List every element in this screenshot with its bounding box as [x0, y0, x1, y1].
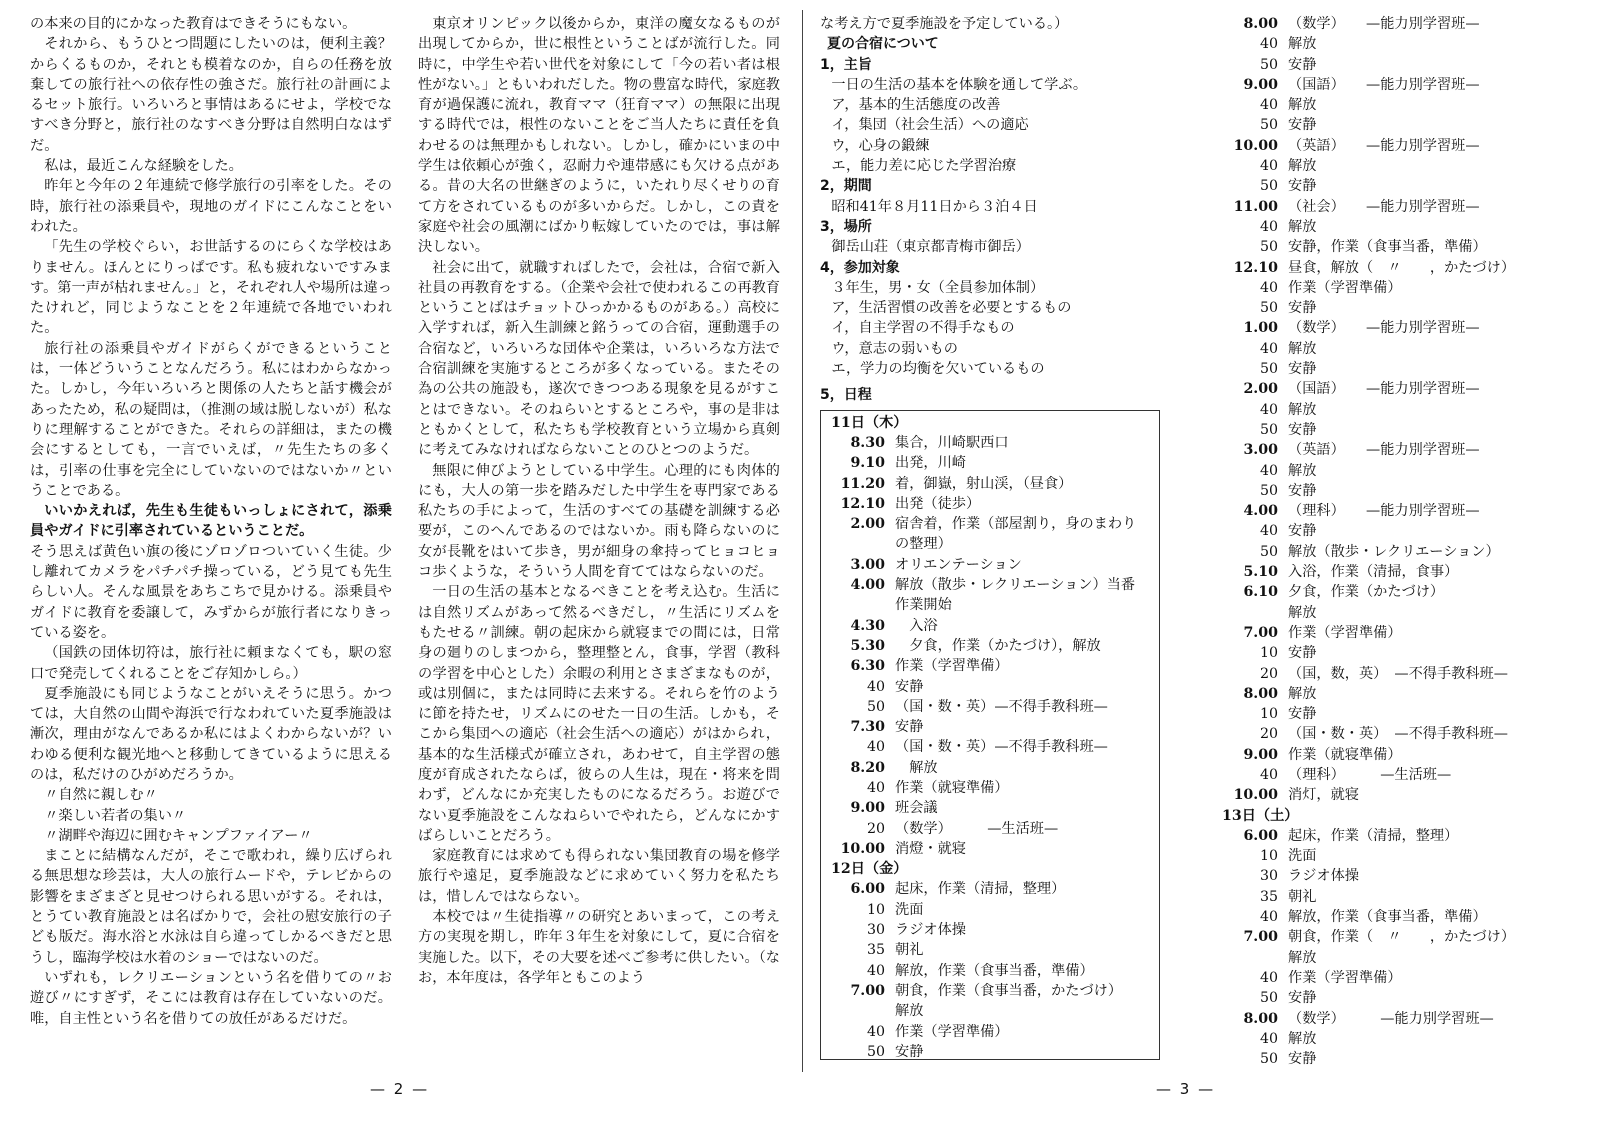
paragraph: （国鉄の団体切符は，旅行社に頼まなくても，駅の窓口で発売してくれることをご存知かしら。）: [30, 645, 392, 682]
schedule-time: 10: [866, 901, 885, 918]
paragraph: そう思えば黄色い旗の後にゾロゾロついていく生徒。少し離れてカメラをパチパチ操っている，どう見ても先生らしい人。そんな風景をあちこちで見かける。添乗員やガイドに教育を委譲して，みずからが旅行者になりきっている姿を。: [30, 543, 392, 641]
schedule-time: 7.00: [850, 982, 885, 999]
schedule-time: 40: [1259, 97, 1278, 114]
schedule-time: 8.30: [850, 434, 885, 451]
paragraph: 私は，最近こんな経験をした。: [44, 158, 243, 175]
schedule-row: [831, 717, 1159, 737]
schedule-time: 35: [866, 942, 885, 959]
schedule-row: [1222, 623, 1582, 643]
schedule-row: [831, 961, 1159, 981]
schedule-time: 3.00: [850, 556, 885, 573]
schedule-time: 10: [1259, 848, 1278, 865]
schedule-activity: の整理）: [895, 536, 952, 553]
schedule-row: [831, 737, 1159, 757]
schedule-row: [1222, 521, 1582, 541]
schedule-time: 40: [866, 962, 885, 979]
schedule-row: [831, 514, 1159, 534]
schedule-time: 50: [1259, 990, 1278, 1007]
schedule-activity: 安静: [1288, 482, 1317, 499]
schedule-activity: 作業（学習準備）: [1288, 624, 1402, 641]
schedule-activity: 解放: [1288, 36, 1317, 53]
schedule-activity: 作業（就寝準備）: [895, 779, 1009, 796]
schedule-time: 5.30: [850, 637, 885, 654]
paragraph: それから、もうひとつ問題にしたいのは，便利主義？からくるものか，それとも模着なのか，自らの任務を放棄しての旅行社への依存性の強さだ。旅行社の計画によるセット旅行。いろいろと事情はあるにせよ，学校でなすべき分野と，旅行社のなすべき分野は自然明白なはずだ。: [30, 36, 392, 154]
schedule-time: 7.00: [1243, 929, 1278, 946]
schedule-row: [1222, 258, 1582, 278]
schedule-row: [831, 656, 1159, 676]
schedule-row: [1222, 298, 1582, 318]
paragraph: いずれも，レクリエーションという名を借りての〃お遊び〃にすぎず，そこには教育は存在していないのだ。唯，自主性という名を借りての放任があるだけだ。: [30, 969, 392, 1027]
schedule-activity: 作業（学習準備）: [1288, 969, 1402, 986]
schedule-row: [1222, 948, 1582, 968]
schedule-activity: 作業開始: [895, 597, 952, 614]
schedule-row: [1222, 95, 1582, 115]
schedule-time: 35: [1259, 888, 1278, 905]
section-1-body: [820, 75, 1180, 176]
schedule-day-heading: [1222, 806, 1582, 826]
schedule-activity: 安静: [1288, 645, 1317, 662]
schedule-time: 2.00: [850, 516, 885, 533]
schedule-day: 13日（土）: [1222, 807, 1299, 824]
schedule-activity: 解放: [1288, 97, 1317, 114]
schedule-row: [831, 433, 1159, 453]
schedule-time: 40: [866, 739, 885, 756]
schedule-time: 50: [1259, 1051, 1278, 1068]
schedule-row: [1222, 562, 1582, 582]
schedule-time: 40: [1259, 523, 1278, 540]
schedule-time: 10.00: [1233, 137, 1278, 154]
schedule-activity: 作業（学習準備）: [895, 1023, 1009, 1040]
schedule-row: [1222, 318, 1582, 338]
schedule-time: 6.00: [850, 881, 885, 898]
paragraph: 社会に出て，就職すればしたで，会社は，合宿で新入社員の再教育をする。（企業や会社で使われるこの再教育ということばはチョットひっかかるものがある。）高校に入学すれば，新入生訓練と銘うっての合宿，運動選手の合宿など，いろいろな団体や企業は，いろいろな方法で合宿訓練を実施するところが多くなっている。またその為の公共の施設も，遂次できつつある現象を見るがすことはできない。そのねらいとするところや，事の是非はともかくとして，私たちも学校教育という立場から真剣に考えてみなければならないことのひとつのようだ。: [418, 259, 780, 459]
section-1-heading: 1，主旨: [820, 56, 872, 73]
list-item: 一日の生活の基本を体験を通して学ぶ。: [831, 76, 1088, 93]
page-gutter: [802, 10, 803, 1072]
schedule-activity: 解放: [1288, 949, 1317, 966]
schedule-activity: 安静: [1288, 300, 1317, 317]
schedule-row: [831, 920, 1159, 940]
schedule-activity: （数学） —能力別学習班—: [1288, 16, 1480, 32]
section-4-body: [820, 278, 1180, 379]
section-5-heading: 5，日程: [820, 387, 872, 404]
schedule-time: 8.00: [1243, 1010, 1278, 1027]
schedule-row: [1222, 1049, 1582, 1069]
schedule-row: [831, 1022, 1159, 1042]
schedule-row: [1222, 501, 1582, 521]
schedule-activity: 安静: [1288, 178, 1317, 195]
schedule-activity: 安静: [1288, 706, 1317, 723]
schedule-time: 40: [866, 1023, 885, 1040]
paragraph: 〃湖畔や海辺に囲むキャンプファイアー〃: [44, 827, 313, 844]
schedule-row: [1222, 237, 1582, 257]
schedule-time: 4.30: [850, 617, 885, 634]
schedule-time: 10: [1259, 706, 1278, 723]
schedule-row: [1222, 481, 1582, 501]
schedule-activity: 起床，作業（清掃，整理）: [1288, 827, 1459, 844]
schedule-activity: 朝礼: [895, 942, 924, 959]
schedule-row: [1222, 359, 1582, 379]
list-item: イ，自主学習の不得手なもの: [831, 320, 1015, 337]
schedule-time: 9.00: [1243, 76, 1278, 93]
schedule-time: 50: [1259, 421, 1278, 438]
schedule-activity: 安静: [1288, 990, 1317, 1007]
schedule-row: [831, 839, 1159, 859]
schedule-activity: 解放: [1288, 401, 1317, 418]
schedule-time: 10: [1259, 645, 1278, 662]
schedule-activity: 消燈・就寝: [895, 840, 966, 857]
schedule-time: 4.00: [850, 577, 885, 594]
schedule-activity: 安静: [895, 1043, 924, 1060]
schedule-activity: 解放，作業（食事当番，準備）: [1288, 909, 1487, 926]
schedule-time: 50: [1259, 117, 1278, 134]
schedule-row: [831, 677, 1159, 697]
list-item: ウ，心身の鍛練: [831, 137, 930, 154]
schedule-time: 20: [1259, 726, 1278, 743]
schedule-activity: 夕食，作業（かたづけ）: [1288, 584, 1445, 601]
schedule-row: [831, 555, 1159, 575]
schedule-activity: 安静: [1288, 56, 1317, 73]
section-3-heading: 3，場所: [820, 218, 872, 235]
schedule-time: 9.10: [850, 455, 885, 472]
schedule-row: [1222, 826, 1582, 846]
schedule-time: 10.00: [840, 840, 885, 857]
schedule-activity: 洗面: [895, 901, 924, 918]
schedule-activity: 安静: [1288, 361, 1317, 378]
schedule-activity: 入浴: [895, 617, 938, 634]
schedule-row: [831, 494, 1159, 514]
schedule-row: [1222, 420, 1582, 440]
intro-line: な考え方で夏季施設を予定している。）: [820, 16, 1069, 32]
schedule-activity: 解放，作業（食事当番，準備）: [895, 962, 1094, 979]
paragraph: 旅行社の添乗員やガイドがらくができるということは，一体どういうことなんだろう。私にはわからなかった。しかし，今年いろいろと関係の人たちと話す機会があったため，私の疑問は，（推測の域は脱しないが）私なりに理解することができた。それらの詳細は，またの機会にするとしても，一言でいえば，〃先生たちの多くは，引率の仕事を完全にしていないのではないか〃ということである。: [30, 340, 392, 499]
page3-column-right: [1222, 14, 1582, 1076]
list-item: イ，集団（社会生活）への適応: [831, 117, 1029, 134]
schedule-row: [1222, 664, 1582, 684]
schedule-activity: 解放: [1288, 604, 1317, 621]
schedule-row: [831, 1042, 1159, 1062]
schedule-activity: 安静: [895, 678, 924, 695]
schedule-activity: 解放: [1288, 462, 1317, 479]
schedule-time: 40: [1259, 279, 1278, 296]
schedule-time: 50: [1259, 543, 1278, 560]
schedule-time: 1.00: [1243, 320, 1278, 337]
schedule-activity: 安静，作業（食事当番，準備）: [1288, 239, 1487, 256]
section-2-heading: 2，期間: [820, 178, 872, 195]
paragraph: の本来の目的にかなった教育はできそうにもない。: [30, 16, 357, 32]
page-number-3: — 3 —: [1156, 1080, 1216, 1098]
paragraph: 一日の生活の基本となるべきことを考え込む。生活には自然リズムがあって然るべきだし，〃生活にリズムをもたせる〃訓練。朝の起床から就寝までの間には，日常身の廻りのしまつから，整理整とん，食事，学習（教科の学習を中心とした）余暇の利用とさまざまなものが，或は別個に，または同時に去来する。それらを竹のように節を持たせ，リズムにのせた一日の生活。しかも，そこから集団への適応（社会生活への適応）がはかられ，基本的な生活様式が確立され，あわせて，自主学習の態度が育成されたならば，彼らの人生は，現在・将来を問わず，どんなにか充実したものになるだろう。お遊びでない夏季施設をこんなねらいでやれたら，どんなにかすばらしいことだろう。: [418, 584, 780, 844]
schedule-time: 40: [1259, 969, 1278, 986]
schedule-time: 40: [1259, 909, 1278, 926]
schedule-row: [1222, 785, 1582, 805]
schedule-time: 12.10: [840, 495, 885, 512]
schedule-time: 50: [1259, 361, 1278, 378]
schedule-time: 40: [1259, 462, 1278, 479]
schedule-row: [1222, 724, 1582, 744]
schedule-time: 40: [1259, 401, 1278, 418]
schedule-activity: 昼食，解放（ 〃 ，かたづけ）: [1288, 259, 1516, 276]
schedule-activity: 解放: [895, 759, 938, 776]
schedule-time: [1222, 603, 1288, 623]
schedule-day-heading: [831, 859, 1159, 879]
schedule-activity: （国，数，英） —不得手教科班—: [1288, 665, 1508, 682]
schedule-row: [1222, 765, 1582, 785]
schedule-activity: （国語） —能力別学習班—: [1288, 76, 1480, 93]
schedule-time: 50: [1259, 56, 1278, 73]
schedule-activity: 消灯，就寝: [1288, 787, 1359, 804]
schedule-time: 7.00: [1243, 624, 1278, 641]
schedule-activity: ラジオ体操: [1288, 868, 1359, 885]
schedule-time: [1222, 948, 1288, 968]
schedule-activity: （数学） —生活班—: [895, 820, 1059, 837]
page3-column-left: [820, 14, 1180, 1076]
schedule-row: [831, 453, 1159, 473]
schedule-row: [831, 616, 1159, 636]
page-number-2: — 2 —: [370, 1080, 430, 1098]
schedule-row: [831, 636, 1159, 656]
schedule-activity: （理科） —能力別学習班—: [1288, 503, 1480, 520]
schedule-row: [1222, 136, 1582, 156]
schedule-row: [831, 778, 1159, 798]
schedule-row: [1222, 156, 1582, 176]
schedule-day: 11日（木）: [831, 414, 908, 431]
schedule-row: [1222, 887, 1582, 907]
schedule-activity: （数学） —能力別学習班—: [1288, 320, 1480, 337]
schedule-row: [831, 819, 1159, 839]
schedule-activity: 班会議: [895, 800, 938, 817]
schedule-row: [831, 940, 1159, 960]
schedule-time: 50: [866, 1043, 885, 1060]
schedule-activity: 洗面: [1288, 848, 1317, 865]
paragraph: まことに結構なんだが，そこで歌われ，繰り広げられる無思想な珍芸は，大人の旅行ムードや，テレビからの影響をまざまざと見せつけられる思いがする。それは，とうてい教育施設とは名ばかりで，会社の慰安旅行の子ども版だ。海水浴と水泳は自ら違ってしかるべきだと思うし，臨海学校は水着のショーではないのだ。: [30, 848, 392, 966]
schedule-activity: 安静: [895, 719, 924, 736]
schedule-activity: （国・数・英） —不得手教科班—: [1288, 726, 1508, 743]
schedule-activity: 解放: [895, 1003, 924, 1020]
schedule-row: [831, 595, 1159, 615]
schedule-row: [831, 575, 1159, 595]
schedule-time: 50: [1259, 239, 1278, 256]
schedule-time: [831, 534, 895, 554]
schedule-time: 50: [1259, 482, 1278, 499]
schedule-day-heading: [831, 413, 1159, 433]
schedule-activity: 解放（散歩・レクリエーション）当番: [895, 577, 1136, 594]
schedule-row: [831, 1001, 1159, 1021]
schedule-activity: 安静: [1288, 523, 1317, 540]
schedule-row: [1222, 582, 1582, 602]
schedule-row: [1222, 1009, 1582, 1029]
list-item: ア，生活習慣の改善を必要とするもの: [831, 300, 1072, 317]
schedule-row: [831, 534, 1159, 554]
schedule-activity: 着，御嶽，射山渓，（昼食）: [895, 475, 1073, 492]
schedule-time: 40: [1259, 218, 1278, 235]
schedule-activity: 集合，川崎駅西口: [895, 434, 1009, 451]
schedule-row: [1222, 846, 1582, 866]
schedule-activity: 宿舎着，作業（部屋割り，身のまわり: [895, 516, 1137, 533]
schedule-time: 40: [866, 779, 885, 796]
schedule-activity: ラジオ体操: [895, 922, 966, 939]
schedule-row: [1222, 542, 1582, 562]
schedule-activity: 朝食，作業（食事当番，かたづけ）: [895, 982, 1123, 999]
schedule-row: [1222, 745, 1582, 765]
schedule-time: 7.30: [850, 719, 885, 736]
list-item: ア，基本的生活態度の改善: [831, 97, 1001, 114]
schedule-row: [1222, 115, 1582, 135]
schedule-activity: 起床，作業（清掃，整理）: [895, 881, 1066, 898]
schedule-row: [1222, 907, 1582, 927]
schedule-row: [1222, 461, 1582, 481]
schedule-row: [1222, 684, 1582, 704]
schedule-row: [831, 474, 1159, 494]
schedule-row: [1222, 603, 1582, 623]
schedule-activity: オリエンテーション: [895, 556, 1022, 573]
paragraph: 夏季施設にも同じようなことがいえそうに思う。かつては，大自然の山間や海浜で行なわれていた夏季施設は漸次，理由がなんであるか私にはよくわからないが？いわゆる便利な観光地へと移動してきているように思えるのは，私だけのひがめだろうか。: [30, 685, 392, 783]
schedule-row: [831, 981, 1159, 1001]
schedule-activity: 解放: [1288, 340, 1317, 357]
schedule-row: [1222, 643, 1582, 663]
schedule-activity: 朝食，作業（ 〃 ，かたづけ）: [1288, 929, 1516, 946]
schedule-activity: （英語） —能力別学習班—: [1288, 442, 1480, 459]
paragraph: 東京オリンピック以後からか，東洋の魔女なるものが出現してからか，世に根性ということばが流行した。同時に，中学生や若い世代を対象にして「今の若い者は根性がない。」ともいわれだした。物の豊富な時代，家庭教育が過保護に流れ，教育ママ（狂育ママ）の無限に出現する時代では，根性のないことをご当人たちに責任を負わせるのは無理かもしれない。しかし，確かにいまの中学生は依頼心が強く，忍耐力や連帯感にも欠ける点がある。昔の大名の世継ぎのように，いたれり尽くせりの育て方をされているものが多いからだ。しかし，この責を家庭や社会の風潮にばかり転嫁していたのでは，事は解決しない。: [418, 16, 780, 256]
schedule-row: [1222, 440, 1582, 460]
schedule-activity: 安静: [1288, 1051, 1317, 1068]
schedule-time: [831, 595, 895, 615]
schedule-row: [1222, 176, 1582, 196]
schedule-activity: （国語） —能力別学習班—: [1288, 381, 1480, 398]
schedule-time: 40: [1259, 158, 1278, 175]
schedule-row: [1222, 400, 1582, 420]
schedule-time: 20: [866, 820, 885, 837]
schedule-time: 9.00: [850, 800, 885, 817]
schedule-row: [1222, 217, 1582, 237]
schedule-row: [831, 697, 1159, 717]
list-item: ３年生，男・女（全員参加体制）: [831, 279, 1045, 296]
section-2-body: 昭和41年８月11日から３泊４日: [831, 198, 1038, 215]
schedule-time: 40: [1259, 1030, 1278, 1047]
list-item: ウ，意志の弱いもの: [831, 340, 958, 357]
schedule-row: [831, 758, 1159, 778]
schedule-time: 30: [866, 922, 885, 939]
schedule-activity: 作業（学習準備）: [895, 658, 1009, 675]
schedule-activity: 安静: [1288, 421, 1317, 438]
section-4-heading: 4，参加対象: [820, 259, 900, 276]
schedule-activity: 解放: [1288, 1030, 1317, 1047]
schedule-row: [1222, 1029, 1582, 1049]
schedule-activity: （英語） —能力別学習班—: [1288, 137, 1480, 154]
schedule-row: [1222, 55, 1582, 75]
schedule-row: [1222, 75, 1582, 95]
schedule-time: 20: [1259, 665, 1278, 682]
schedule-time: 6.30: [850, 658, 885, 675]
schedule-row: [1222, 866, 1582, 886]
schedule-activity: 解放: [1288, 218, 1317, 235]
page2-column-left: [30, 14, 392, 1074]
page2-column-right: [418, 14, 780, 1074]
schedule-time: 10.00: [1233, 787, 1278, 804]
paragraph: いいかえれば，先生も生徒もいっしょにされて，添乗員やガイドに引率されているということだ。: [30, 503, 392, 540]
schedule-time: 50: [1259, 178, 1278, 195]
schedule-row: [1222, 339, 1582, 359]
schedule-day: 12日（金）: [831, 861, 908, 878]
schedule-time: 9.00: [1243, 746, 1278, 763]
schedule-time: 11.20: [840, 475, 885, 492]
schedule-row: [1222, 968, 1582, 988]
paragraph: 昨年と今年の２年連続で修学旅行の引率をした。その時，旅行社の添乗員や，現地のガイドにこんなことをいわれた。: [30, 178, 392, 235]
paragraph: 〃楽しい若者の集い〃: [44, 807, 187, 824]
schedule-activity: （社会） —能力別学習班—: [1288, 198, 1480, 215]
schedule-row: [1222, 927, 1582, 947]
schedule-time: 30: [1259, 868, 1278, 885]
schedule-activity: 入浴，作業（清掃，食事）: [1288, 564, 1459, 581]
schedule-activity: 解放: [1288, 158, 1317, 175]
schedule-activity: 出発（徒歩）: [895, 495, 981, 512]
section-3-body: 御岳山荘（東京都青梅市御岳）: [831, 239, 1030, 256]
schedule-row: [1222, 278, 1582, 298]
schedule-time: 8.00: [1243, 16, 1278, 32]
schedule-time: 12.10: [1233, 259, 1278, 276]
schedule-activity: 作業（就寝準備）: [1288, 746, 1402, 763]
schedule-time: 50: [1259, 300, 1278, 317]
schedule-activity: 解放: [1288, 685, 1317, 702]
schedule-row: [1222, 379, 1582, 399]
schedule-activity: 夕食，作業（かたづけ），解放: [895, 637, 1101, 654]
schedule-activity: （理科） —生活班—: [1288, 766, 1452, 783]
schedule-activity: 出発，川崎: [895, 455, 966, 472]
schedule-activity: 安静: [1288, 117, 1317, 134]
schedule-time: 3.00: [1243, 442, 1278, 459]
schedule-time: 11.00: [1233, 198, 1278, 215]
schedule-row: [1222, 988, 1582, 1008]
schedule-row: [831, 879, 1159, 899]
schedule-box: [820, 410, 1160, 1060]
schedule-row: [1222, 704, 1582, 724]
schedule-row: [1222, 34, 1582, 54]
paragraph: 〃自然に親しむ〃: [44, 787, 158, 804]
schedule-time: 40: [1259, 340, 1278, 357]
schedule-activity: 朝礼: [1288, 888, 1317, 905]
schedule-row: [831, 900, 1159, 920]
section-title: 夏の合宿について: [827, 36, 939, 53]
paragraph: 本校では〃生徒指導〃の研究とあいまって，この考え方の実現を期し，昨年３年生を対象にして，夏に合宿を実施した。以下，その大要を述べご参考に供したい。（なお，本年度は，各学年ともこのよう: [418, 909, 780, 986]
schedule-activity: （数学） —能力別学習班—: [1288, 1010, 1494, 1027]
schedule-time: 40: [866, 678, 885, 695]
schedule-activity: （国・数・英）—不得手教科班—: [895, 739, 1108, 756]
schedule-time: 6.00: [1243, 827, 1278, 844]
paragraph: 家庭教育には求めても得られない集団教育の場を修学旅行や遠足，夏季施設などに求めていく努力を私たちは，惜しんではならない。: [418, 848, 780, 905]
schedule-activity: 解放（散歩・レクリエーション）: [1288, 543, 1500, 560]
schedule-time: 5.10: [1243, 564, 1278, 581]
schedule-time: 8.00: [1243, 685, 1278, 702]
schedule-time: 2.00: [1243, 381, 1278, 398]
schedule-row: [1222, 197, 1582, 217]
paragraph: 「先生の学校ぐらい，お世話するのにらくな学校はありません。ほんとにりっぱです。私も疲れないですみます。第一声が枯れません。」と，それぞれ人や場所は違ったけれど，同じようなことを２年連続で各地でいわれた。: [30, 239, 392, 337]
schedule-row: [831, 798, 1159, 818]
schedule-activity: （国・数・英）—不得手教科班—: [895, 698, 1108, 715]
schedule-time: 6.10: [1243, 584, 1278, 601]
schedule-time: [831, 1001, 895, 1021]
list-item: エ，学力の均衡を欠いているもの: [831, 361, 1045, 378]
schedule-time: 40: [1259, 36, 1278, 53]
schedule-time: 4.00: [1243, 503, 1278, 520]
schedule-time: 50: [866, 698, 885, 715]
schedule-time: 8.20: [850, 759, 885, 776]
schedule-activity: 作業（学習準備）: [1288, 279, 1402, 296]
schedule-time: 40: [1259, 766, 1278, 783]
paragraph: 無限に伸びようとしている中学生。心理的にも肉体的にも，大人の第一歩を踏みだした中学生を専門家である私たちの手によって，生活のすべての基礎を訓練する必要が，このへんであるのではないか。雨も降らないのに女が長靴をはいて歩き，男が細身の傘持ってヒョコヒョコ歩くような，そういう人間を育ててはならないのだ。: [418, 462, 780, 581]
schedule-row: [1222, 14, 1582, 34]
list-item: エ，能力差に応じた学習治療: [831, 158, 1017, 175]
